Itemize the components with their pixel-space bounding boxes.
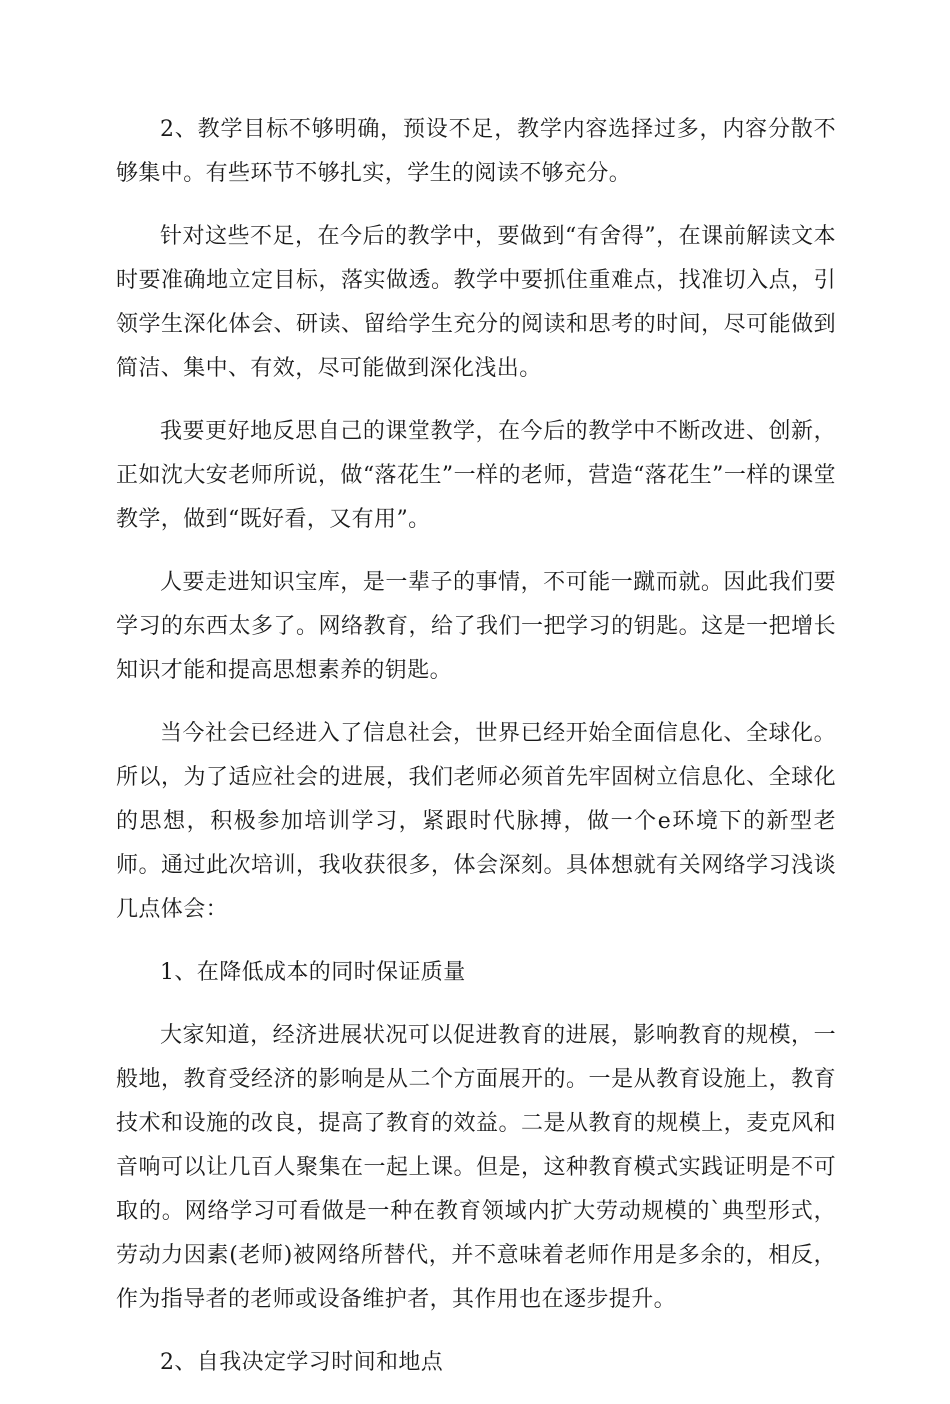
paragraph-information-society: 当今社会已经进入了信息社会，世界已经开始全面信息化、全球化。所以，为了适应社会的进展，我们老师必须首先牢固树立信息化、全球化的思想，积极参加培训学习，紧跟时代脉搏，做一个e环境下的新型老师。通过此次培训，我收获很多，体会深刻。具体想就有关网络学习浅谈几点体会： (116, 721, 836, 922)
paragraph-improvement-plan: 针对这些不足，在今后的教学中，要做到“有舍得”，在课前解读文本时要准确地立定目标，落实做透。教学中要抓住重难点，找准切入点，引领学生深化体会、研读、留给学生充分的阅读和思考的时间，尽可能做到简洁、集中、有效，尽可能做到深化浅出。 (116, 224, 836, 381)
paragraph-knowledge-treasury: 人要走进知识宝库，是一辈子的事情，不可能一蹴而就。因此我们要学习的东西太多了。网络教育，给了我们一把学习的钥匙。这是一把增长知识才能和提高思想素养的钥匙。 (116, 570, 836, 683)
heading-self-determined-learning: 2、自我决定学习时间和地点 (160, 1350, 444, 1375)
heading-reduce-cost: 1、在降低成本的同时保证质量 (160, 960, 466, 985)
paragraph-economy-education: 大家知道，经济进展状况可以促进教育的进展，影响教育的规模，一般地，教育受经济的影响是从二个方面展开的。一是从教育设施上，教育技术和设施的改良，提高了教育的效益。二是从教育的规模上，麦克风和音响可以让几百人聚集在一起上课。但是，这种教育模式实践证明是不可取的。网络学习可看做是一种在教育领域内扩大劳动规模的`典型形式，劳动力因素(老师)被网络所替代，并不意味着老师作用是多余的，相反，作为指导者的老师或设备维护者，其作用也在逐步提升。 (116, 1023, 836, 1312)
document-body (116, 108, 836, 1404)
paragraph-reflection: 我要更好地反思自己的课堂教学，在今后的教学中不断改进、创新，正如沈大安老师所说，做“落花生”一样的老师，营造“落花生”一样的课堂教学，做到“既好看，又有用”。 (116, 419, 836, 532)
paragraph-teaching-goal-issue: 2、教学目标不够明确，预设不足，教学内容选择过多，内容分散不够集中。有些环节不够扎实，学生的阅读不够充分。 (116, 117, 836, 186)
